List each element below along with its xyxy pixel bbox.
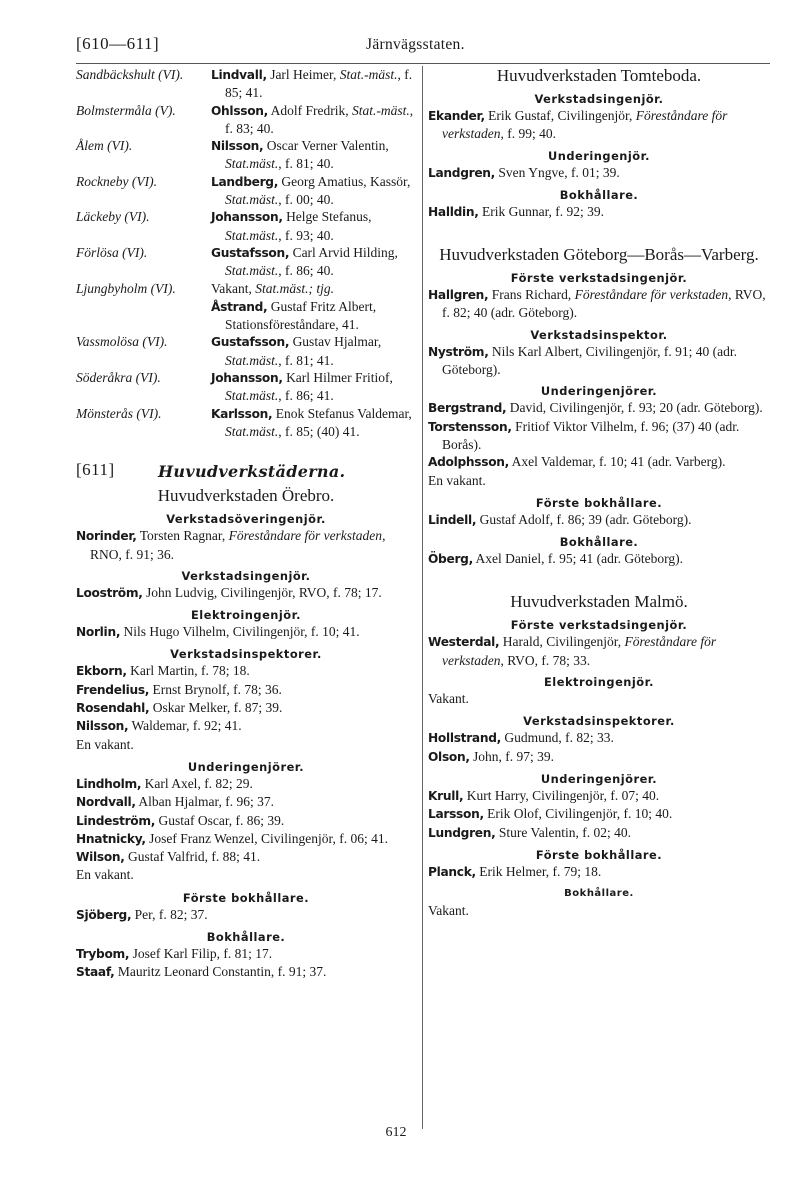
entry-name: Planck, — [428, 864, 476, 879]
entry-text: Oscar Verner Valentin, — [263, 138, 389, 154]
entry — [428, 511, 770, 529]
entry-tail: , f. 86; 40. — [278, 263, 334, 279]
entry-name: Åstrand, — [211, 299, 268, 314]
station-row — [76, 244, 416, 280]
entry-text: Torsten Ragnar, — [136, 528, 229, 544]
section-malmo — [428, 592, 770, 920]
entry-italic: Stat.-mäst. — [339, 67, 398, 82]
entry-italic: Stat.-mäst. — [352, 102, 410, 118]
entry-name: Karlsson, — [211, 406, 273, 421]
group-title: Förste bokhållare. — [535, 847, 663, 862]
entry-name: Hollstrand, — [428, 731, 501, 746]
entry-text: Erik Olof, Civilingenjör, f. 10; 40. — [483, 806, 673, 822]
group-title: Verkstadsinspektor. — [530, 327, 668, 342]
station-location: Vassmolösa (VI). — [76, 334, 168, 350]
entry-text: Gudmund, f. 82; 33. — [500, 730, 614, 746]
entry-name: Landgren, — [428, 165, 495, 180]
entry-name: Öberg, — [428, 552, 473, 567]
station-location: Läckeby (VI). — [76, 209, 150, 225]
group-title: Underingenjörer. — [540, 384, 658, 399]
entry-italic: Stat.mäst. — [225, 156, 279, 172]
group-title: Förste verkstadsingenjör. — [510, 271, 688, 286]
section-title: Huvudverkstaden Göteborg—Borås—Varberg. — [439, 245, 759, 265]
group-title: Förste bokhållare. — [535, 495, 663, 510]
entry — [428, 748, 770, 766]
entry — [76, 848, 416, 866]
entry — [428, 203, 770, 221]
station-row — [76, 173, 416, 209]
entry-name: Norlin, — [76, 625, 121, 640]
entry-name: Lindell, — [428, 512, 477, 527]
entry-tail: , f. 99; 40. — [500, 126, 556, 142]
running-title: Järnvägsstaten. — [366, 36, 465, 53]
entry-name: Lindeström, — [76, 813, 156, 828]
entry-name: Hallgren, — [428, 288, 489, 303]
entry — [76, 906, 416, 924]
entry-text: Enok Stefanus Valdemar, — [272, 405, 412, 421]
entry-name: Landberg, — [211, 174, 279, 189]
station-location: Mönsterås (VI). — [76, 405, 162, 421]
entry-text: Gustaf Adolf, f. 86; 39 (adr. Göteborg). — [476, 511, 692, 527]
entry-tail: , f. 83; 40. — [225, 102, 414, 136]
entry — [76, 945, 416, 963]
entry — [76, 812, 416, 830]
entry — [76, 793, 416, 811]
station-location: Förlösa (VI). — [76, 244, 148, 260]
station-row — [76, 208, 416, 244]
entry-name: Looström, — [76, 585, 143, 600]
entry-name: Sjöberg, — [76, 907, 132, 922]
group-title: Bokhållare. — [206, 929, 286, 944]
entry-name: Lindvall, — [211, 68, 267, 82]
entry-italic: Stat.mäst. — [225, 423, 279, 439]
entry-name: Westerdal, — [428, 635, 500, 650]
entry-tail: , f. 81; 41. — [278, 352, 334, 368]
section-title: Huvudverkstaden Örebro. — [157, 486, 335, 506]
entry-name: Wilson, — [76, 850, 125, 865]
part-heading — [76, 458, 416, 486]
entry — [428, 824, 770, 842]
station-row — [76, 280, 416, 298]
entry-text: Vakant. — [428, 691, 469, 707]
station-list — [76, 66, 416, 440]
group-title: Underingenjörer. — [187, 759, 305, 774]
entry-text: Josef Franz Wenzel, Civilingenjör, f. 06; 41. — [145, 830, 388, 846]
entry-text: Adolf Fredrik, — [268, 102, 353, 118]
group-title: Förste verkstadsingenjör. — [510, 618, 688, 633]
entry-name: Johansson, — [211, 371, 283, 386]
entry-name: Ekborn, — [76, 664, 127, 679]
group-title: Verkstadsingenjör. — [181, 568, 311, 583]
group-title: Bokhållare. — [559, 187, 639, 202]
group-title: Bokhållare. — [559, 535, 639, 550]
entry-text: Gustaf Fritz Albert, Stationsföreståndare, 41. — [225, 298, 377, 333]
entry-name: Johansson, — [211, 210, 283, 225]
entry — [76, 584, 416, 602]
station-row — [76, 369, 416, 405]
entry — [76, 775, 416, 793]
entry-text: Nils Hugo Vilhelm, Civilingenjör, f. 10; 41. — [120, 624, 360, 640]
entry-name: Bergstrand, — [428, 401, 507, 416]
station-row — [76, 298, 416, 334]
section-orebro — [76, 486, 416, 981]
entry-name: Krull, — [428, 788, 464, 803]
part-title: Huvudverkstäderna. — [158, 462, 346, 482]
entry-italic: Föreståndare för verkstaden — [442, 108, 728, 142]
group-title: Verkstadsinspektorer. — [523, 714, 675, 729]
entry-text: John Ludvig, Civilingenjör, RVO, f. 78; 17. — [142, 584, 382, 600]
entry-text: Frans Richard, — [488, 287, 575, 303]
entry-text: Helge Stefanus, — [282, 209, 372, 225]
entry — [428, 286, 770, 322]
entry-tail: , f. 00; 40. — [278, 192, 334, 208]
entry-text: Erik Helmer, f. 79; 18. — [475, 863, 602, 879]
entry — [428, 729, 770, 747]
entry-name: Gustafsson, — [211, 335, 290, 350]
entry-name: Nordvall, — [76, 795, 136, 810]
entry-text: Alban Hjalmar, f. 96; 37. — [135, 794, 274, 810]
entry — [76, 681, 416, 699]
entry-name: Ohlsson, — [211, 103, 269, 118]
entry-name: Olson, — [428, 749, 470, 764]
entry-name: Lundgren, — [428, 825, 496, 840]
entry-tail: , RNO, f. 91; 36. — [90, 528, 386, 562]
station-location: Rockneby (VI). — [76, 173, 157, 189]
section-goteborg — [428, 245, 770, 568]
header-rule — [76, 63, 770, 64]
entry-italic: Föreståndare för verkstaden — [228, 528, 383, 544]
column-divider — [422, 66, 423, 1129]
entry — [76, 623, 416, 641]
entry-text: Gustaf Valfrid, f. 88; 41. — [124, 849, 261, 865]
section-title: Huvudverkstaden Malmö. — [510, 592, 688, 612]
group-title: Verkstadsingenjör. — [534, 92, 664, 106]
entry-name: Nilsson, — [76, 719, 129, 734]
entry-text: Sven Yngve, f. 01; 39. — [495, 164, 620, 180]
entry-text: Gustaf Oscar, f. 86; 39. — [155, 812, 285, 828]
entry-text: Fritiof Viktor Vilhelm, f. 96; (37) 40 (adr. Borås). — [442, 418, 740, 452]
entry-text: Axel Daniel, f. 95; 41 (adr. Göteborg). — [472, 551, 684, 567]
group-title: Underingenjörer. — [540, 771, 658, 786]
entry-text: Axel Valdemar, f. 10; 41 (adr. Varberg). — [509, 454, 726, 470]
entry-name: Hnatnicky, — [76, 831, 146, 846]
entry-name: Norinder, — [76, 529, 137, 544]
station-row — [76, 405, 416, 441]
entry-text: Erik Gustaf, Civilingenjör, — [484, 108, 636, 123]
entry-italic: Stat.mäst. — [225, 352, 279, 368]
entry-tail: , f. 85; 41. — [225, 67, 413, 101]
entry-text: Mauritz Leonard Constantin, f. 91; 37. — [114, 964, 327, 980]
entry-name: Ekander, — [428, 109, 485, 123]
entry — [428, 690, 770, 708]
left-column — [76, 66, 416, 982]
entry — [428, 164, 770, 182]
entry-name: Gustafsson, — [211, 245, 290, 260]
entry-text: En vakant. — [428, 472, 486, 488]
entry-text: Gustav Hjalmar, — [289, 334, 382, 350]
entry — [428, 399, 770, 417]
group-title: Verkstadsöveringenjör. — [166, 512, 326, 527]
entry-italic: Stat.mäst. — [225, 227, 279, 243]
entry-text: Georg Amatius, Kassör, — [278, 173, 411, 189]
entry — [428, 472, 770, 490]
entry — [428, 343, 770, 379]
entry-text: Karl Hilmer Fritiof, — [282, 370, 393, 386]
group-title: Förste bokhållare. — [182, 890, 310, 905]
entry-name: Larsson, — [428, 807, 484, 822]
entry-text: Oskar Melker, f. 87; 39. — [149, 700, 283, 716]
station-row — [76, 333, 416, 369]
entry — [428, 787, 770, 805]
entry-italic: Stat.mäst. — [225, 192, 279, 208]
entry-tail: , RVO, f. 78; 33. — [500, 652, 591, 668]
entry-text: Josef Karl Filip, f. 81; 17. — [129, 945, 273, 961]
entry — [428, 863, 770, 881]
right-column — [428, 66, 770, 920]
group-title: Verkstadsinspektorer. — [170, 647, 322, 662]
entry-text: Per, f. 82; 37. — [131, 906, 208, 922]
entry-text: Kurt Harry, Civilingenjör, f. 07; 40. — [463, 787, 660, 803]
entry-text: Vakant. — [428, 903, 469, 919]
entry-text: David, Civilingenjör, f. 93; 20 (adr. Göteborg). — [506, 400, 763, 416]
entry-text: Harald, Civilingenjör, — [499, 634, 625, 650]
entry-name: Lindholm, — [76, 776, 142, 791]
entry-text: Waldemar, f. 92; 41. — [128, 718, 242, 734]
entry-text: Erik Gunnar, f. 92; 39. — [478, 203, 605, 219]
group-title: Bokhållare. — [564, 888, 634, 900]
station-location: Sandbäckshult (VI). — [76, 67, 184, 82]
entry — [428, 418, 770, 454]
entry-text: En vakant. — [76, 867, 134, 883]
entry — [428, 633, 770, 669]
entry-tail: , f. 85; (40) 41. — [278, 423, 360, 439]
station-row — [76, 102, 416, 138]
entry-text: Karl Axel, f. 82; 29. — [141, 775, 253, 791]
running-header — [76, 34, 770, 60]
entry-text: Carl Arvid Hilding, — [289, 244, 398, 260]
entry-tail: , f. 93; 40. — [278, 227, 334, 243]
entry-tail: , f. 81; 40. — [278, 156, 334, 172]
entry-text: Karl Martin, f. 78; 18. — [126, 663, 250, 679]
entry-name: Torstensson, — [428, 419, 512, 434]
group-title: Underingenjör. — [548, 148, 650, 163]
entry-italic: Föreståndare för verkstaden — [442, 634, 717, 668]
entry — [76, 830, 416, 848]
entry-text: John, f. 97; 39. — [469, 748, 555, 764]
entry-name: Nilsson, — [211, 139, 264, 154]
entry-italic: Föreståndare för verkstaden — [574, 287, 729, 303]
entry-text: En vakant. — [76, 736, 134, 752]
part-number: [611] — [76, 460, 115, 480]
entry-name: Nyström, — [428, 344, 489, 359]
entry — [428, 805, 770, 823]
entry — [76, 866, 416, 884]
entry-name: Rosendahl, — [76, 701, 150, 716]
entry-tail: , RVO, f. 82; 40 (adr. Göteborg). — [442, 287, 766, 321]
entry — [76, 662, 416, 680]
entry-italic: Stat.mäst. — [225, 263, 279, 279]
entry — [76, 717, 416, 735]
entry-text: Sture Valentin, f. 02; 40. — [495, 824, 631, 840]
entry-text: Ernst Brynolf, f. 78; 36. — [149, 681, 282, 697]
entry-name: Adolphsson, — [428, 455, 509, 470]
station-location: Ålem (VI). — [76, 138, 133, 154]
entry-name: Staaf, — [76, 965, 115, 980]
group-title: Elektroingenjör. — [191, 608, 301, 623]
entry-text: Vakant, — [211, 280, 256, 296]
entry-name: Trybom, — [76, 946, 130, 961]
entry — [428, 453, 770, 471]
entry — [428, 107, 770, 143]
entry-name: Frendelius, — [76, 682, 150, 697]
entry — [76, 527, 416, 563]
entry-italic: Stat.mäst. — [225, 388, 279, 404]
entry — [76, 736, 416, 754]
entry-text: Jarl Heimer, — [266, 67, 340, 82]
group-title: Elektroingenjör. — [544, 675, 654, 690]
entry-name: Halldin, — [428, 204, 479, 219]
section-tomteboda — [428, 66, 770, 221]
station-row — [76, 137, 416, 173]
entry — [428, 550, 770, 568]
entry — [428, 902, 770, 920]
station-location: Bolmstermåla (V). — [76, 102, 176, 118]
entry-tail: , f. 86; 41. — [278, 388, 334, 404]
page-range: [610—611] — [76, 34, 160, 53]
section-title: Huvudverkstaden Tomteboda. — [496, 66, 702, 85]
station-row — [76, 66, 416, 102]
entry — [76, 699, 416, 717]
station-location: Ljungbyholm (VI). — [76, 280, 176, 296]
entry-italic: Stat.mäst.; tjg. — [255, 280, 335, 296]
page-number: 612 — [385, 1125, 407, 1140]
entry-text: Nils Karl Albert, Civilingenjör, f. 91; 40 (adr. Göteborg). — [442, 343, 737, 378]
station-location: Söderåkra (VI). — [76, 370, 161, 386]
entry — [76, 963, 416, 981]
